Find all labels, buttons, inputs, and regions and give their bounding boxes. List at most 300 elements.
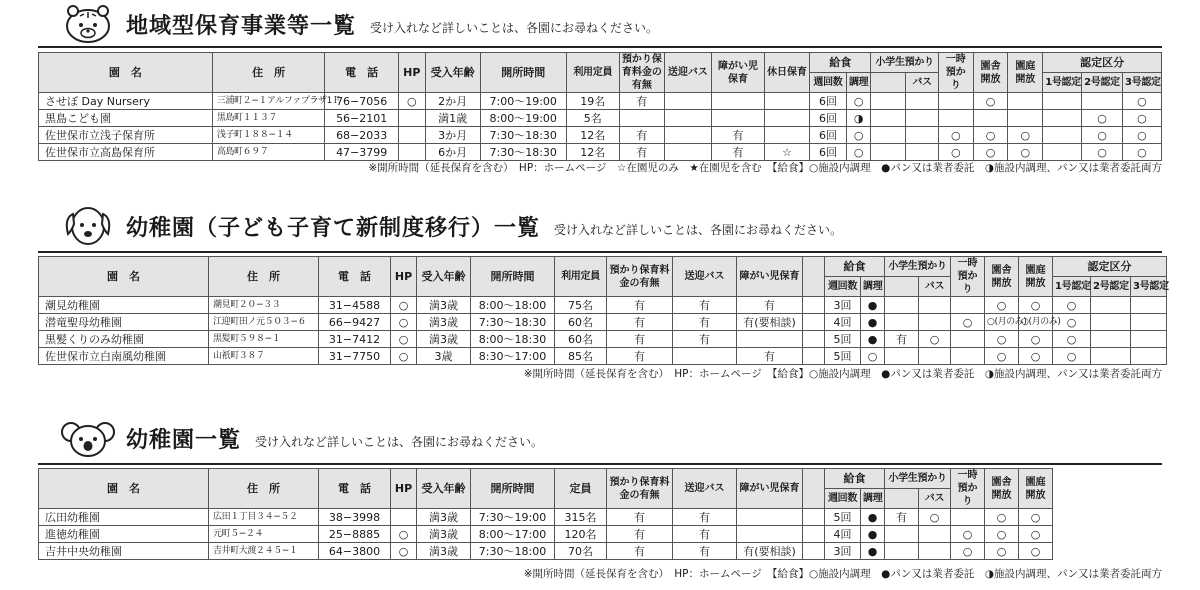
meal-count-cell: 6回 [810,110,847,127]
address-cell: 吉井町大渡２４５−１ [209,543,319,560]
meal-cook-cell: ○ [846,127,871,144]
meal-count-cell: 5回 [825,509,861,526]
cert3-cell: ○ [1122,93,1161,110]
section-title: 幼稚園一覧 [126,427,242,453]
garden-cell: ○ [1019,526,1053,543]
kindergarten-new-table [38,256,1167,365]
col-address: 住 所 [212,53,325,93]
col-meal: 給食 [825,257,885,277]
holiday-cell [765,127,810,144]
legend-note: ※開所時間（延長保育を含む） HP：ホームページ 【給食】○施設内調理 ●パン又は業者委託 ◑施設内調理、パン又は業者委託両方 [523,368,1162,380]
school-cell [885,297,919,314]
col-building: 園舎開放 [985,257,1019,297]
disability-cell: 有 [711,144,764,161]
school-bus-cell [919,543,951,560]
disability-cell: 有 [711,127,764,144]
capacity-cell: 12名 [566,144,619,161]
col-meal-cook: 調理 [861,489,885,509]
col-fee: 預かり保育料金の有無 [607,257,673,297]
cert3-cell [1131,314,1167,331]
garden-cell: ○ [1008,127,1043,144]
garden-cell: ○ [1008,144,1043,161]
col-school-bus: バス [906,73,939,93]
building-cell: ○ [985,509,1019,526]
disability-cell [737,526,803,543]
garden-cell [1008,110,1043,127]
hours-cell: 7:30〜18:30 [471,314,555,331]
bus-cell: 有 [673,543,737,560]
col-phone: 電 話 [319,469,391,509]
fee-cell: 有 [607,526,673,543]
cert2-cell [1091,331,1131,348]
spacer-cell [803,526,825,543]
disability-cell: 有(要相談) [737,314,803,331]
cert3-cell [1131,297,1167,314]
capacity-cell: 85名 [555,348,607,365]
capacity-cell: 120名 [555,526,607,543]
col-cert3: 3号認定 [1122,73,1161,93]
meal-cook-cell: ● [861,509,885,526]
hours-cell: 8:00〜18:30 [471,331,555,348]
col-age: 受入年齢 [417,257,471,297]
phone-cell: 47−3799 [325,144,399,161]
age-cell: 3歳 [417,348,471,365]
col-capacity: 利用定員 [566,53,619,93]
col-name: 園 名 [39,53,213,93]
col-meal-count: 週回数 [810,73,847,93]
col-hp: HP [398,53,425,93]
address-cell: 浅子町１８８−１４ [212,127,325,144]
age-cell: 満3歳 [417,509,471,526]
col-spacer [803,469,825,509]
col-cert1: 1号認定 [1043,73,1082,93]
capacity-cell: 60名 [555,331,607,348]
col-disability: 障がい児保育 [737,469,803,509]
cert1-cell: ○ [1053,314,1091,331]
bus-cell [664,127,711,144]
section-divider [38,46,1162,48]
col-age: 受入年齢 [425,53,480,93]
col-empty [1053,469,1167,509]
building-cell: ○ [973,127,1008,144]
address-cell: 山祇町３８７ [209,348,319,365]
col-temp: 一時預かり [951,257,985,297]
section-title-row [60,418,543,458]
cert2-cell [1091,314,1131,331]
section-title: 幼稚園（子ども子育て新制度移行）一覧 [126,215,541,241]
col-disability: 障がい児保育 [737,257,803,297]
name-cell: 進徳幼稚園 [39,526,209,543]
address-cell: 広田１丁目３４−５２ [209,509,319,526]
bus-cell [664,110,711,127]
col-cert2: 2号認定 [1091,277,1131,297]
school-bus-cell [919,526,951,543]
temp-cell: ○ [951,543,985,560]
building-cell: ○ [985,543,1019,560]
holiday-cell: ☆ [765,144,810,161]
col-spacer [803,257,825,297]
table-row [39,297,1167,314]
col-building: 園舎開放 [985,469,1019,509]
phone-cell: 31−7750 [319,348,391,365]
col-meal-count: 週回数 [825,277,861,297]
table-row [39,348,1167,365]
col-phone: 電 話 [319,257,391,297]
meal-count-cell: 3回 [825,297,861,314]
school-bus-cell [906,127,939,144]
col-meal: 給食 [810,53,871,73]
col-address: 住 所 [209,257,319,297]
building-cell: ○ [985,348,1019,365]
school-bus-cell [906,110,939,127]
name-cell: 広田幼稚園 [39,509,209,526]
age-cell: 満1歳 [425,110,480,127]
school-bus-cell [919,348,951,365]
col-hp: HP [391,257,417,297]
col-address: 住 所 [209,469,319,509]
age-cell: 2か月 [425,93,480,110]
name-cell: 潜竜聖母幼稚園 [39,314,209,331]
hours-cell: 8:00〜19:00 [480,110,566,127]
garden-cell: ○ [1019,543,1053,560]
col-school: 小学生預かり [885,469,951,489]
empty-cell [1053,526,1167,543]
school-bus-cell [919,314,951,331]
table-header-row [39,257,1167,277]
section-title-row [60,206,842,246]
address-cell: 黒島町１１３７ [212,110,325,127]
phone-cell: 76−7056 [325,93,399,110]
disability-cell [737,331,803,348]
col-garden: 園庭開放 [1019,257,1053,297]
school-bus-cell [919,297,951,314]
disability-cell [711,110,764,127]
meal-count-cell: 5回 [825,348,861,365]
col-school-blank [885,489,919,509]
bus-cell: 有 [673,509,737,526]
cert1-cell: ○ [1053,348,1091,365]
temp-cell: ○ [938,127,973,144]
fee-cell: 有 [607,331,673,348]
cert1-cell: ○ [1053,297,1091,314]
school-cell: 有 [885,331,919,348]
disability-cell [737,509,803,526]
meal-count-cell: 5回 [825,331,861,348]
holiday-cell [765,110,810,127]
section-divider [38,463,1162,465]
garden-cell [1008,93,1043,110]
capacity-cell: 315名 [555,509,607,526]
address-cell: 高島町６９７ [212,144,325,161]
age-cell: 満3歳 [417,314,471,331]
building-cell: ○(月のみ) [985,314,1019,331]
cert1-cell: ○ [1053,331,1091,348]
hours-cell: 7:00〜19:00 [480,93,566,110]
col-holiday: 休日保育 [765,53,810,93]
address-cell: 潮見町２０−３３ [209,297,319,314]
garden-cell: ○(月のみ) [1019,314,1053,331]
col-fee: 預かり保育料金の有無 [607,469,673,509]
koala-icon [60,416,116,460]
table-row [39,314,1167,331]
col-garden: 園庭開放 [1008,53,1043,93]
meal-cook-cell: ● [861,314,885,331]
hp-cell [398,144,425,161]
col-meal: 給食 [825,469,885,489]
holiday-cell [765,93,810,110]
col-bus: 送迎バス [673,469,737,509]
cert2-cell: ○ [1082,110,1123,127]
section-title: 地域型保育事業等一覧 [126,13,357,39]
temp-cell [951,509,985,526]
address-cell: 三浦町２−１アルファプラザ1Ｆ [212,93,325,110]
meal-cook-cell: ◑ [846,110,871,127]
table-header-row [39,53,1162,73]
col-meal-cook: 調理 [846,73,871,93]
meal-count-cell: 6回 [810,144,847,161]
cert2-cell: ○ [1082,127,1123,144]
childcare-table [38,52,1162,161]
hp-cell [398,127,425,144]
building-cell: ○ [973,144,1008,161]
hours-cell: 7:30〜18:00 [471,543,555,560]
school-bus-cell: ○ [919,331,951,348]
hours-cell: 7:30〜18:30 [480,127,566,144]
phone-cell: 66−9427 [319,314,391,331]
hours-cell: 8:00〜18:00 [471,297,555,314]
col-cert1: 1号認定 [1053,277,1091,297]
hp-cell: ○ [391,331,417,348]
building-cell: ○ [973,93,1008,110]
col-temp: 一時預かり [938,53,973,93]
school-cell: 有 [885,509,919,526]
disability-cell: 有 [737,297,803,314]
phone-cell: 68−2033 [325,127,399,144]
bus-cell: 有 [673,526,737,543]
capacity-cell: 70名 [555,543,607,560]
building-cell [973,110,1008,127]
table-header-row [39,469,1167,489]
legend-note: ※開所時間（延長保育を含む） HP：ホームページ ☆在園児のみ ★在園児を含む 【給食】○施設内調理 ●パン又は業者委託 ◑施設内調理、パン又は業者委託両方 [368,162,1162,174]
school-cell [885,348,919,365]
disability-cell: 有 [737,348,803,365]
school-cell [871,110,906,127]
garden-cell: ○ [1019,331,1053,348]
bus-cell: 有 [673,331,737,348]
col-cert: 認定区分 [1043,53,1162,73]
col-bus: 送迎バス [673,257,737,297]
building-cell: ○ [985,297,1019,314]
table-row [39,93,1162,110]
fee-cell: 有 [619,93,664,110]
table-row [39,144,1162,161]
name-cell: 佐世保市立浅子保育所 [39,127,213,144]
address-cell: 江迎町田ノ元５０３−６ [209,314,319,331]
col-hours: 開所時間 [471,469,555,509]
address-cell: 元町５−２４ [209,526,319,543]
phone-cell: 38−3998 [319,509,391,526]
cert2-cell: ○ [1082,144,1123,161]
temp-cell: ○ [951,314,985,331]
col-fee: 預かり保育料金の有無 [619,53,664,93]
col-capacity: 定員 [555,469,607,509]
table-body [39,93,1162,161]
spacer-cell [803,509,825,526]
phone-cell: 31−4588 [319,297,391,314]
capacity-cell: 75名 [555,297,607,314]
cert3-cell: ○ [1122,127,1161,144]
table-row [39,127,1162,144]
col-school-bus: バス [919,277,951,297]
col-disability: 障がい児保育 [711,53,764,93]
temp-cell: ○ [938,144,973,161]
col-name: 園 名 [39,257,209,297]
col-school-bus: バス [919,489,951,509]
age-cell: 満3歳 [417,526,471,543]
name-cell: 佐世保市立白南風幼稚園 [39,348,209,365]
spacer-cell [803,297,825,314]
phone-cell: 31−7412 [319,331,391,348]
col-cert2: 2号認定 [1082,73,1123,93]
hp-cell: ○ [398,93,425,110]
col-school-blank [885,277,919,297]
col-cert: 認定区分 [1053,257,1167,277]
empty-cell [1053,543,1167,560]
temp-cell [938,110,973,127]
school-bus-cell [906,144,939,161]
disability-cell: 有(要相談) [737,543,803,560]
school-bus-cell: ○ [919,509,951,526]
col-hours: 開所時間 [471,257,555,297]
age-cell: 満3歳 [417,543,471,560]
cert1-cell [1043,110,1082,127]
temp-cell [951,297,985,314]
bus-cell [664,93,711,110]
meal-cook-cell: ○ [846,93,871,110]
building-cell: ○ [985,331,1019,348]
kindergarten-table [38,468,1167,560]
temp-cell [951,348,985,365]
col-school: 小学生預かり [885,257,951,277]
age-cell: 満3歳 [417,297,471,314]
col-name: 園 名 [39,469,209,509]
phone-cell: 64−3800 [319,543,391,560]
capacity-cell: 5名 [566,110,619,127]
bus-cell: 有 [673,314,737,331]
age-cell: 6か月 [425,144,480,161]
col-age: 受入年齢 [417,469,471,509]
hours-cell: 7:30〜18:30 [480,144,566,161]
fee-cell: 有 [607,297,673,314]
col-meal-count: 週回数 [825,489,861,509]
hours-cell: 7:30〜19:00 [471,509,555,526]
name-cell: させぼ Day Nursery [39,93,213,110]
fee-cell: 有 [607,509,673,526]
section-divider [38,251,1162,253]
capacity-cell: 60名 [555,314,607,331]
age-cell: 満3歳 [417,331,471,348]
age-cell: 3か月 [425,127,480,144]
fee-cell: 有 [607,348,673,365]
fee-cell: 有 [619,144,664,161]
cert1-cell [1043,127,1082,144]
school-cell [871,144,906,161]
meal-count-cell: 3回 [825,543,861,560]
temp-cell: ○ [951,526,985,543]
col-phone: 電 話 [325,53,399,93]
col-capacity: 利用定員 [555,257,607,297]
dog-icon [60,204,116,248]
hp-cell: ○ [391,348,417,365]
cert3-cell [1131,331,1167,348]
empty-cell [1053,509,1167,526]
section-subtitle: 受け入れなど詳しいことは、各園にお尋ねください。 [255,434,544,449]
meal-cook-cell: ● [861,297,885,314]
table-row [39,509,1167,526]
bus-cell [673,348,737,365]
hp-cell: ○ [391,543,417,560]
section-title-row [60,4,658,44]
name-cell: 黒髪くりのみ幼稚園 [39,331,209,348]
school-cell [885,543,919,560]
cert1-cell [1043,144,1082,161]
school-cell [871,127,906,144]
hours-cell: 8:30〜17:00 [471,348,555,365]
meal-cook-cell: ● [861,543,885,560]
col-building: 園舎開放 [973,53,1008,93]
spacer-cell [803,314,825,331]
phone-cell: 56−2101 [325,110,399,127]
table-row [39,331,1167,348]
section-subtitle: 受け入れなど詳しいことは、各園にお尋ねください。 [554,222,843,237]
meal-count-cell: 4回 [825,526,861,543]
table-body [39,297,1167,365]
meal-cook-cell: ● [861,526,885,543]
meal-cook-cell: ○ [846,144,871,161]
cert2-cell [1091,348,1131,365]
hours-cell: 8:00〜17:00 [471,526,555,543]
col-bus: 送迎バス [664,53,711,93]
meal-count-cell: 4回 [825,314,861,331]
table-row [39,543,1167,560]
col-hours: 開所時間 [480,53,566,93]
spacer-cell [803,348,825,365]
bus-cell: 有 [673,297,737,314]
fee-cell: 有 [619,127,664,144]
meal-cook-cell: ○ [861,348,885,365]
col-temp: 一時預かり [951,469,985,509]
hp-cell: ○ [391,526,417,543]
section-subtitle: 受け入れなど詳しいことは、各園にお尋ねください。 [370,20,659,35]
meal-count-cell: 6回 [810,127,847,144]
col-cert3: 3号認定 [1131,277,1167,297]
name-cell: 潮見幼稚園 [39,297,209,314]
disability-cell [711,93,764,110]
legend-note: ※開所時間（延長保育を含む） HP：ホームページ 【給食】○施設内調理 ●パン又は業者委託 ◑施設内調理、パン又は業者委託両方 [523,568,1162,580]
cert2-cell [1091,297,1131,314]
building-cell: ○ [985,526,1019,543]
hp-cell: ○ [391,297,417,314]
name-cell: 吉井中央幼稚園 [39,543,209,560]
phone-cell: 25−8885 [319,526,391,543]
name-cell: 佐世保市立高島保育所 [39,144,213,161]
col-garden: 園庭開放 [1019,469,1053,509]
capacity-cell: 19名 [566,93,619,110]
address-cell: 黒髪町５９８−１ [209,331,319,348]
cert1-cell [1043,93,1082,110]
tiger-icon [60,2,116,46]
fee-cell: 有 [607,314,673,331]
